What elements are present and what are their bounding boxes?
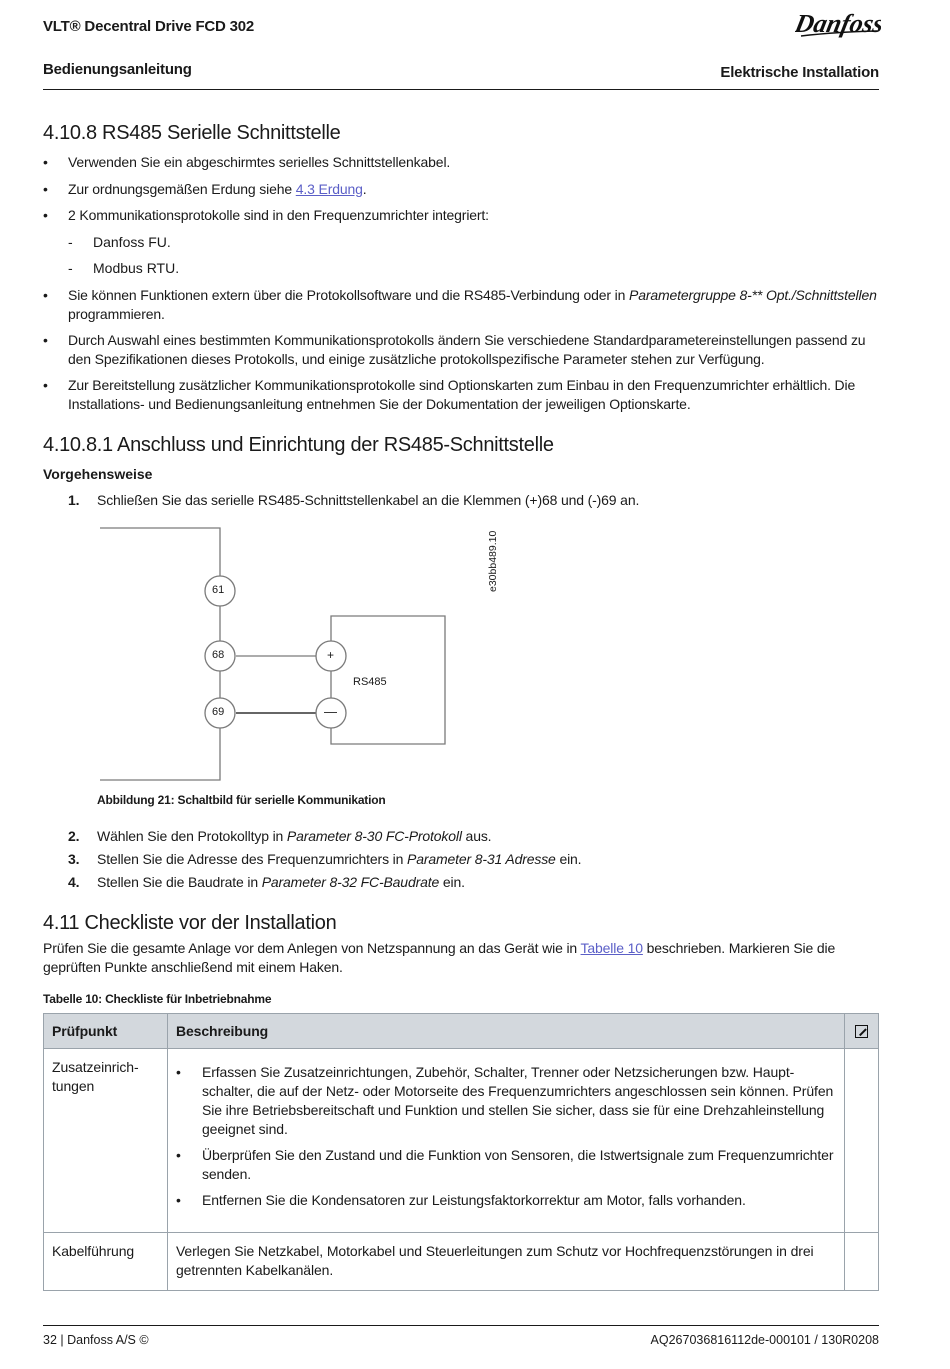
bullet-item: • Sie können Funktionen extern über die Protokollsoftware und die RS485-Verbindung oder in Parametergruppe 8-** Opt./Schnittstellen programmieren. xyxy=(43,287,877,322)
table-row xyxy=(44,1049,879,1233)
step-item: 3. Stellen Sie die Adresse des Frequenzumrichters in Parameter 8-31 Adresse ein. xyxy=(68,851,582,867)
section-heading-4-10-8: 4.10.8 RS485 Serielle Schnittstelle xyxy=(43,122,341,144)
link-tabelle-10[interactable]: Tabelle 10 xyxy=(580,940,643,956)
link-erdung[interactable]: 4.3 Erdung xyxy=(295,181,363,197)
rs485-plus-terminal: + xyxy=(327,648,335,662)
rs485-minus-terminal: — xyxy=(324,704,337,719)
column-header-pruefpunkt: Prüfpunkt xyxy=(44,1014,168,1049)
terminal-61: 61 xyxy=(212,584,225,596)
bullet-item: • Zur ordnungsgemäßen Erdung siehe 4.3 Erdung. xyxy=(43,181,367,197)
row-item-label: Kabelführung xyxy=(44,1233,168,1291)
svg-text:Danfoss: Danfoss xyxy=(795,9,881,38)
section-heading-4-10-8-1: 4.10.8.1 Anschluss und Einrichtung der RS485-Schnittstelle xyxy=(43,434,554,456)
terminal-68: 68 xyxy=(212,649,225,661)
row-check-cell[interactable] xyxy=(845,1049,879,1233)
rs485-label: RS485 xyxy=(353,676,387,688)
checklist-intro: Prüfen Sie die gesamte Anlage vor dem Anlegen von Netzspannung an das Gerät wie in Tabelle 10 beschrieben. Markieren Sie die geprüften Punkte anschließend mit einem Haken. xyxy=(43,940,836,975)
bullet-item: • Zur Bereitstellung zusätzlicher Kommunikationsprotokolle sind Optionskarten zum Einbau in den Frequenzumrichter erhältlich. Die Installations- und Bedienungsanleitung entnehmen Sie der Dokumentation der jeweiligen Optionskarte. xyxy=(43,377,856,412)
document-code: AQ267036816112de-000101 / 130R0208 xyxy=(650,1333,879,1347)
description-bullet: • Erfassen Sie Zusatzeinrichtungen, Zubehör, Schalter, Trenner oder Netzsicherungen bzw. Hauptschalter, die auf der Netz- oder Motorseite des Frequenzumrichters angeschlossen sein können. Prüfen Sie ihre Betriebsbereitschaft und Funktion und stellen Sie sicher, dass sie für eine Drehzahleinstellung geeignet sind. xyxy=(175,1064,834,1137)
row-item-label: Zusatzeinrichtungen xyxy=(44,1049,168,1233)
table-header-row xyxy=(44,1014,879,1049)
figure-caption: Abbildung 21: Schaltbild für serielle Kommunikation xyxy=(97,793,386,807)
bullet-item: • 2 Kommunikationsprotokolle sind in den Frequenzumrichter integriert: xyxy=(43,207,489,223)
danfoss-logo xyxy=(795,6,881,45)
document-subtitle: Bedienungsanleitung xyxy=(43,61,192,78)
wiring-diagram xyxy=(90,520,510,790)
checkbox-checked-icon xyxy=(855,1025,868,1038)
procedure-label: Vorgehensweise xyxy=(43,466,153,482)
table-row xyxy=(44,1233,879,1291)
terminal-69: 69 xyxy=(212,706,225,718)
column-header-check xyxy=(845,1014,879,1049)
document-title: VLT® Decentral Drive FCD 302 xyxy=(43,18,255,35)
sub-list-item: - Danfoss FU. xyxy=(68,234,171,250)
bullet-item: • Verwenden Sie ein abgeschirmtes serielles Schnittstellenkabel. xyxy=(43,154,451,170)
page-number: 32 | Danfoss A/S © xyxy=(43,1333,149,1347)
row-check-cell[interactable] xyxy=(845,1233,879,1291)
step-item: 2. Wählen Sie den Protokolltyp in Parameter 8-30 FC-Protokoll aus. xyxy=(68,828,492,844)
description-bullet: • Überprüfen Sie den Zustand und die Funktion von Sensoren, die Istwertsignale zum Frequenzumrichter senden. xyxy=(175,1147,834,1182)
step-item: 4. Stellen Sie die Baudrate in Parameter 8-32 FC-Baudrate ein. xyxy=(68,874,465,890)
step-item: 1. Schließen Sie das serielle RS485-Schnittstellenkabel an die Klemmen (+)68 und (-)69 an. xyxy=(68,492,640,508)
section-heading-4-11: 4.11 Checkliste vor der Installation xyxy=(43,912,337,934)
row-description xyxy=(167,1049,844,1233)
checklist-table xyxy=(43,1013,879,1291)
figure-id: e30bb489.10 xyxy=(487,530,499,592)
bullet-item: • Durch Auswahl eines bestimmten Kommunikationsprotokolls ändern Sie verschiedene Standardparametereinstellungen passend zu den Spezifikationen dieses Protokolls, und einige zusätzliche protokollspezifische Parameter stehen zur Verfügung. xyxy=(43,332,866,367)
row-description: Verlegen Sie Netzkabel, Motorkabel und Steuerleitungen zum Schutz vor Hochfrequenzstörungen in drei getrennten Kabelkanälen. xyxy=(167,1233,844,1291)
chapter-title: Elektrische Installation xyxy=(720,64,879,81)
table-caption: Tabelle 10: Checkliste für Inbetriebnahme xyxy=(43,992,272,1006)
header-divider xyxy=(43,89,879,90)
description-bullet: • Entfernen Sie die Kondensatoren zur Leistungsfaktorkorrektur am Motor, falls vorhanden. xyxy=(175,1192,746,1208)
sub-list-item: - Modbus RTU. xyxy=(68,260,180,276)
footer-divider xyxy=(43,1325,879,1326)
column-header-beschreibung: Beschreibung xyxy=(167,1014,844,1049)
danfoss-logo-icon xyxy=(795,6,881,40)
